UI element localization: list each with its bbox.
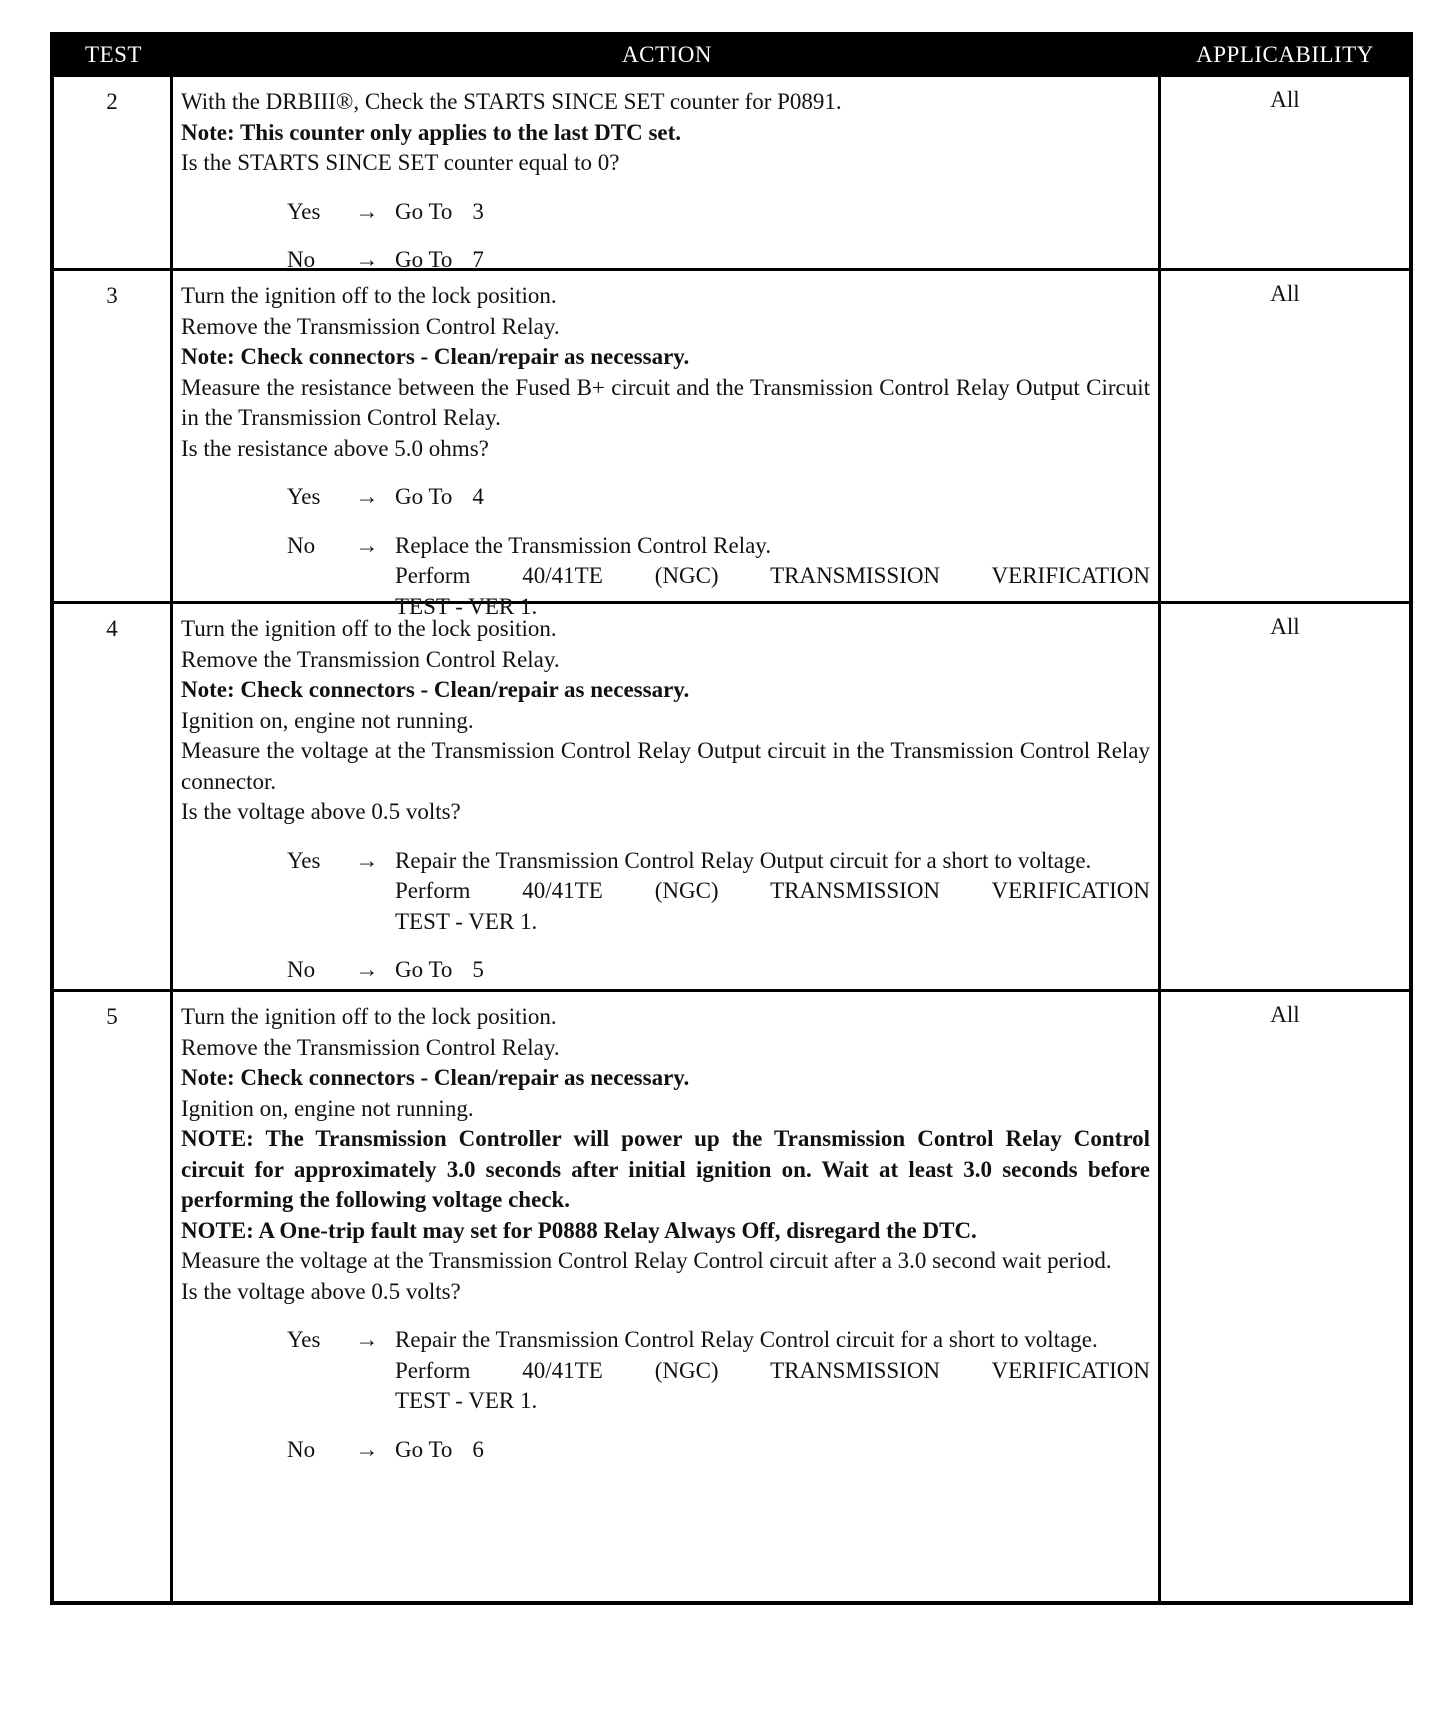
no-answer bbox=[287, 1435, 1150, 1466]
result-text: Repair the Transmission Control Relay Control circuit for a short to voltage. Perform 40/41TE (NGC) TRANSMISSION VERIFICATION TEST - VER 1. bbox=[395, 1327, 1150, 1413]
goto-link[interactable]: Go To 7 bbox=[395, 247, 484, 272]
action-line: Measure the voltage at the Transmission Control Relay Output circuit in the Transmission Control Relay connector. bbox=[181, 738, 1150, 794]
question-line: Is the voltage above 0.5 volts? bbox=[181, 799, 461, 824]
result-text: Replace the Transmission Control Relay. Perform 40/41TE (NGC) TRANSMISSION VERIFICATION TEST - VER 1. bbox=[395, 532, 1150, 619]
goto-link[interactable]: Go To 6 bbox=[395, 1436, 484, 1462]
no-label: No bbox=[287, 957, 316, 982]
yes-answer bbox=[287, 482, 1150, 513]
action-line: Ignition on, engine not running. bbox=[181, 707, 474, 733]
arrow-icon: → bbox=[355, 957, 379, 982]
no-label: No bbox=[287, 247, 316, 272]
action-line: Turn the ignition off to the lock position. bbox=[181, 283, 557, 308]
question-line: Is the STARTS SINCE SET counter equal to 0? bbox=[181, 150, 620, 175]
action-line: Measure the resistance between the Fused B+ circuit and the Transmission Control Relay Output Circuit in the Transmission Control Relay. bbox=[181, 374, 1150, 430]
arrow-icon: → bbox=[355, 1436, 379, 1462]
action-line: Remove the Transmission Control Relay. bbox=[181, 1034, 560, 1060]
no-label: No bbox=[287, 1436, 316, 1462]
action-cell bbox=[173, 77, 1161, 272]
table-row bbox=[54, 74, 1409, 272]
note-line: NOTE: The Transmission Controller will power up the Transmission Control Relay Control circuit for approximately 3.0 seconds after initial ignition on. Wait at least 3.0 seconds before performing the following voltage check. bbox=[181, 1126, 1150, 1212]
no-label: No bbox=[287, 532, 316, 558]
yes-label: Yes bbox=[287, 198, 321, 224]
header-applicability: APPLICABILITY bbox=[1196, 42, 1374, 67]
header-action: ACTION bbox=[622, 42, 712, 67]
note-line: Note: This counter only applies to the last DTC set. bbox=[181, 119, 682, 145]
yes-answer bbox=[287, 1325, 1150, 1417]
action-cell bbox=[173, 271, 1161, 619]
test-number: 3 bbox=[54, 271, 173, 601]
yes-answer bbox=[287, 846, 1150, 938]
test-number: 5 bbox=[54, 992, 173, 1601]
yes-label: Yes bbox=[287, 1327, 321, 1352]
action-line: Remove the Transmission Control Relay. bbox=[181, 313, 560, 339]
yes-answer bbox=[287, 197, 1150, 228]
action-line: Measure the voltage at the Transmission Control Relay Control circuit after a 3.0 second wait period. bbox=[181, 1248, 1112, 1273]
arrow-icon: → bbox=[355, 532, 379, 558]
note-line: NOTE: A One-trip fault may set for P0888 Relay Always Off, disregard the DTC. bbox=[181, 1217, 977, 1243]
applicability-value: All bbox=[1270, 87, 1300, 112]
action-line: With the DRBIII®, Check the STARTS SINCE SET counter for P0891. bbox=[181, 89, 842, 114]
arrow-icon: → bbox=[355, 198, 379, 224]
note-line: Note: Check connectors - Clean/repair as necessary. bbox=[181, 1065, 690, 1090]
yes-label: Yes bbox=[287, 847, 321, 873]
no-answer bbox=[287, 955, 1150, 986]
goto-link[interactable]: Go To 5 bbox=[395, 957, 484, 982]
diagnostic-table bbox=[50, 32, 1413, 1605]
applicability-value: All bbox=[1270, 1002, 1300, 1027]
test-number: 2 bbox=[54, 77, 173, 268]
goto-link[interactable]: Go To 4 bbox=[395, 484, 484, 509]
table-row bbox=[54, 989, 1409, 1601]
question-line: Is the resistance above 5.0 ohms? bbox=[181, 435, 489, 461]
action-line: Ignition on, engine not running. bbox=[181, 1095, 474, 1121]
test-number: 4 bbox=[54, 604, 173, 989]
question-line: Is the voltage above 0.5 volts? bbox=[181, 1278, 461, 1304]
goto-link[interactable]: Go To 3 bbox=[395, 198, 484, 224]
action-line: Remove the Transmission Control Relay. bbox=[181, 646, 560, 672]
action-cell bbox=[173, 992, 1161, 1601]
action-line: Turn the ignition off to the lock position. bbox=[181, 1004, 557, 1029]
arrow-icon: → bbox=[355, 1327, 379, 1352]
table-row bbox=[54, 268, 1409, 619]
yes-label: Yes bbox=[287, 484, 321, 509]
arrow-icon: → bbox=[355, 247, 379, 272]
arrow-icon: → bbox=[355, 847, 379, 873]
header-test: TEST bbox=[85, 42, 142, 67]
action-line: Turn the ignition off to the lock position. bbox=[181, 616, 557, 641]
note-line: Note: Check connectors - Clean/repair as necessary. bbox=[181, 677, 690, 702]
applicability-value: All bbox=[1270, 614, 1300, 639]
table-header bbox=[54, 36, 1409, 74]
applicability-value: All bbox=[1270, 281, 1300, 306]
note-line: Note: Check connectors - Clean/repair as necessary. bbox=[181, 344, 690, 369]
table-row bbox=[54, 601, 1409, 989]
arrow-icon: → bbox=[355, 484, 379, 509]
action-cell bbox=[173, 604, 1161, 989]
result-text: Repair the Transmission Control Relay Output circuit for a short to voltage. Perform 40/41TE (NGC) TRANSMISSION VERIFICATION TEST - VER 1. bbox=[395, 847, 1150, 934]
